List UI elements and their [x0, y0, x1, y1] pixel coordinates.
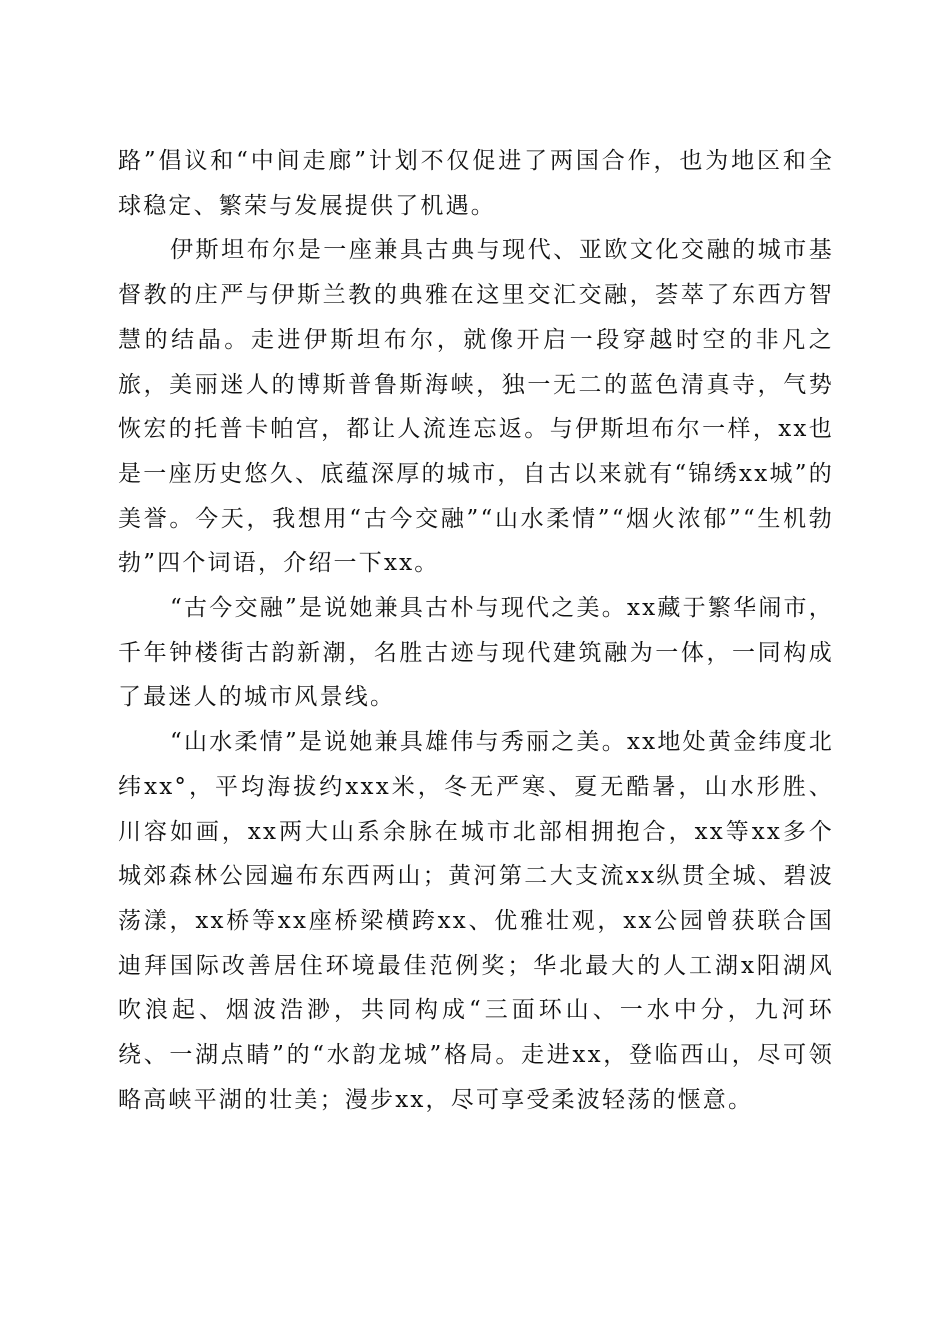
- paragraph-istanbul: 伊斯坦布尔是一座兼具古典与现代、亚欧文化交融的城市基督教的庄严与伊斯兰教的典雅在这里交汇交融，荟萃了东西方智慧的结晶。走进伊斯坦布尔，就像开启一段穿越时空的非凡之旅，美丽迷人的博斯普鲁斯海峡，独一无二的蓝色清真寺，气势恢宏的托普卡帕宫，都让人流连忘返。与伊斯坦布尔一样，xx也是一座历史悠久、底蕴深厚的城市，自古以来就有“锦绣xx城”的美誉。今天，我想用“古今交融”“山水柔情”“烟火浓郁”“生机勃勃”四个词语，介绍一下xx。: [118, 237, 834, 577]
- paragraph-ancient-modern: “古今交融”是说她兼具古朴与现代之美。xx藏于繁华闹市，千年钟楼街古韵新潮，名胜古迹与现代建筑融为一体，一同构成了最迷人的城市风景线。: [118, 595, 834, 711]
- paragraph-continuation: 路”倡议和“中间走廊”计划不仅促进了两国合作，也为地区和全球稳定、繁荣与发展提供了机遇。: [118, 148, 834, 219]
- paragraph-landscape: “山水柔情”是说她兼具雄伟与秀丽之美。xx地处黄金纬度北纬xx°，平均海拔约xxx米，冬无严寒、夏无酷暑，山水形胜、川容如画，xx两大山系余脉在城市北部相拥抱合，xx等xx多个城郊森林公园遍布东西两山；黄河第二大支流xx纵贯全城、碧波荡漾，xx桥等xx座桥梁横跨xx、优雅壮观，xx公园曾获联合国迪拜国际改善居住环境最佳范例奖；华北最大的人工湖x阳湖风吹浪起、烟波浩渺，共同构成“三面环山、一水中分，九河环绕、一湖点睛”的“水韵龙城”格局。走进xx，登临西山，尽可领略高峡平湖的壮美；漫步xx，尽可享受柔波轻荡的惬意。: [118, 729, 834, 1113]
- document-body: [118, 139, 834, 1122]
